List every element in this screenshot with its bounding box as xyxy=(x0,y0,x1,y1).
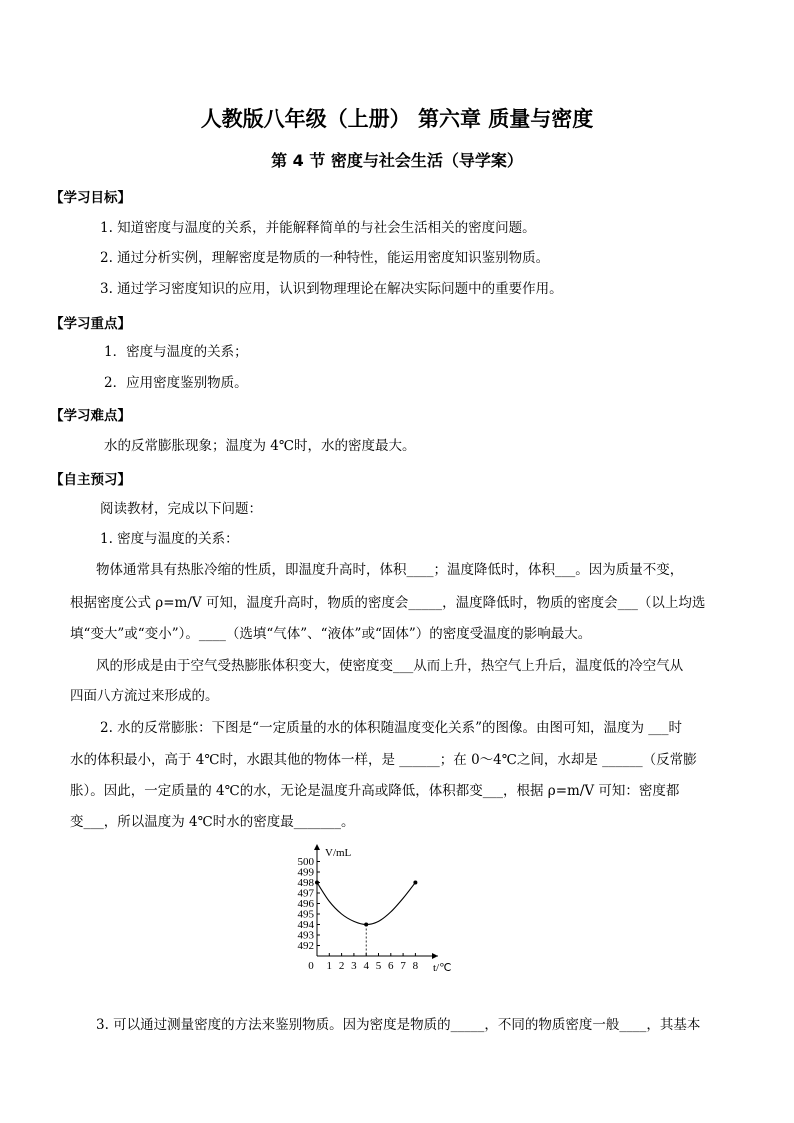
q2-line: 水的体积最小，高于 4℃时，水跟其他的物体一样，是 ______；在 0～4℃之间，水却是 ______（反常膨 xyxy=(70,752,697,768)
y-tick-label: 500 xyxy=(297,856,314,868)
focus-item: 2．应用密度鉴别物质。 xyxy=(104,375,248,391)
q2-line: 胀）。因此，一定质量的 4℃的水，无论是温度升高或降低，体积都变___，根据 ρ=m/V 可知：密度都 xyxy=(70,783,680,799)
x-tick-label: 3 xyxy=(351,960,357,972)
y-tick-label: 495 xyxy=(297,908,314,921)
q2-line: 2. 水的反常膨胀：下图是“一定质量的水的体积随温度变化关系”的图像。由图可知，温度为 ___时 xyxy=(100,720,683,736)
q1-line: 填“变大”或“变小”）。____（选填“气体”、“液体”或“固体”）的密度受温度的影响最大。 xyxy=(70,626,592,642)
water-volume-chart xyxy=(288,840,460,974)
volume-curve xyxy=(317,883,415,925)
question-1-title: 1. 密度与温度的关系： xyxy=(100,531,239,547)
y-tick-label: 493 xyxy=(297,929,314,942)
x-tick-label: 4 xyxy=(363,960,369,972)
difficulty-text: 水的反常膨胀现象；温度为 4℃时，水的密度最大。 xyxy=(104,438,416,454)
x-tick-label: 0 xyxy=(308,960,314,972)
x-tick-label: 8 xyxy=(412,960,419,972)
y-tick-label: 499 xyxy=(297,866,314,879)
y-tick-label: 498 xyxy=(297,877,314,889)
difficulty-heading: 【学习难点】 xyxy=(50,408,131,424)
document-title: 人教版八年级（上册） 第六章 质量与密度 xyxy=(200,107,594,131)
y-tick-label: 497 xyxy=(297,887,314,900)
y-tick-label: 496 xyxy=(297,898,314,910)
x-tick-label: 5 xyxy=(375,960,382,972)
q3-line: 3. 可以通过测量密度的方法来鉴别物质。因为密度是物质的_____，不同的物质密度一般____，其基本 xyxy=(96,1017,701,1033)
y-tick-label: 494 xyxy=(297,919,314,931)
y-axis-label: V/mL xyxy=(325,847,352,859)
goal-item: 1. 知道密度与温度的关系，并能解释简单的与社会生活相关的密度问题。 xyxy=(100,220,536,236)
document-subtitle: 第 4 节 密度与社会生活（导学案） xyxy=(271,151,523,170)
goal-item: 2. 通过分析实例，理解密度是物质的一种特性，能运用密度知识鉴别物质。 xyxy=(100,250,550,266)
x-axis-arrow xyxy=(432,953,438,959)
q1-line: 四面八方流过来形成的。 xyxy=(70,688,219,704)
data-point xyxy=(315,881,319,885)
x-axis-label: t/℃ xyxy=(433,962,452,974)
preview-heading: 【自主预习】 xyxy=(50,472,131,488)
focus-item: 1．密度与温度的关系； xyxy=(104,344,248,360)
y-tick-label: 492 xyxy=(297,940,314,952)
preview-intro: 阅读教材，完成以下问题： xyxy=(100,501,262,517)
q1-line: 风的形成是由于空气受热膨胀体积变大，使密度变___从而上升，热空气上升后，温度低的冷空气从 xyxy=(96,658,684,674)
x-tick-label: 1 xyxy=(326,960,333,972)
goals-heading: 【学习目标】 xyxy=(50,190,131,206)
q1-line: 物体通常具有热胀冷缩的性质，即温度升高时，体积____；温度降低时，体积___。因为质量不变， xyxy=(96,562,684,578)
x-tick-label: 6 xyxy=(388,960,394,972)
y-axis-arrow xyxy=(314,844,320,850)
q1-line: 根据密度公式 ρ=m/V 可知，温度升高时，物质的密度会_____，温度降低时，物质的密度会___（以上均选 xyxy=(70,595,706,611)
x-tick-label: 2 xyxy=(338,960,345,972)
x-tick-label: 7 xyxy=(400,960,406,972)
goal-item: 3. 通过学习密度知识的应用，认识到物理理论在解决实际问题中的重要作用。 xyxy=(100,281,563,297)
data-point xyxy=(413,881,417,885)
focus-heading: 【学习重点】 xyxy=(50,316,131,332)
q2-line: 变___，所以温度为 4℃时水的密度最_______。 xyxy=(70,814,355,830)
min-point xyxy=(364,923,368,927)
